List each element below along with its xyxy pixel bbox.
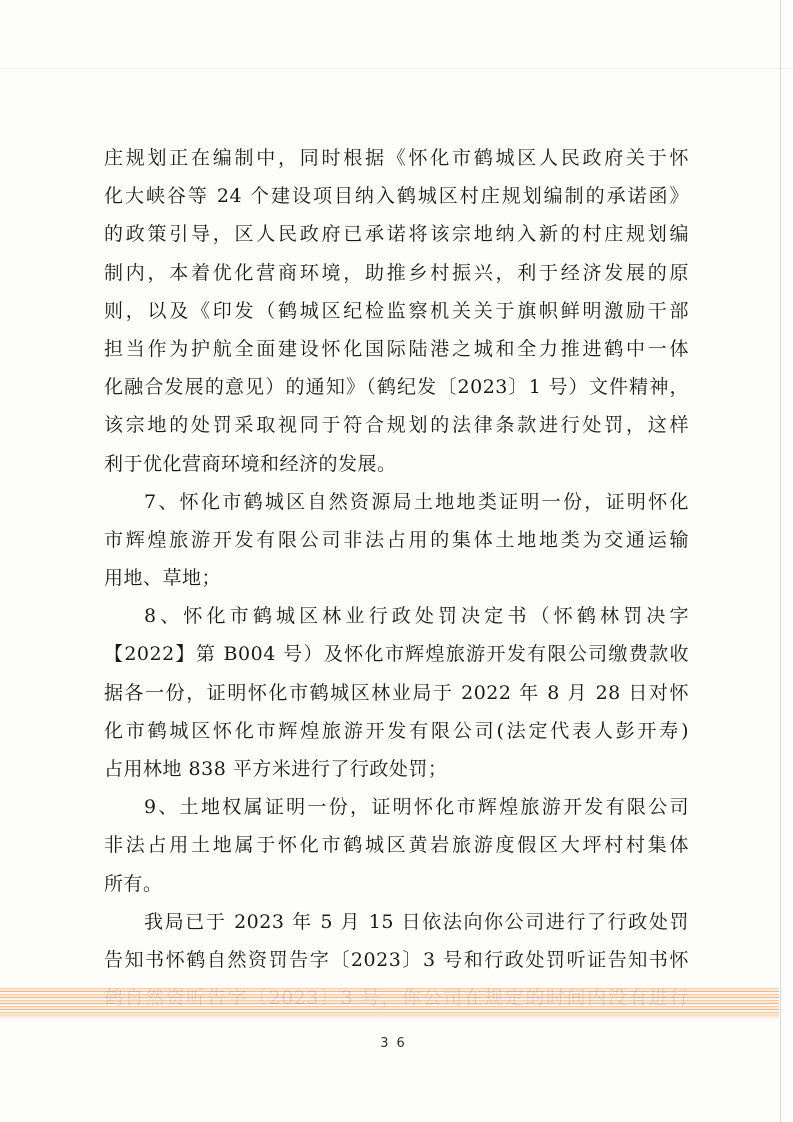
decorative-stripe-fade [0,1014,779,1020]
text-line: 7、怀化市鹤城区自然资源局土地地类证明一份，证明怀化 [144,490,689,513]
text-line: 化市鹤城区怀化市辉煌旅游开发有限公司(法定代表人彭开寿) [104,719,689,742]
text-line: 【2022】第 B004 号）及怀化市辉煌旅游开发有限公司缴费款收 [104,643,689,666]
decorative-stripe-band [0,988,779,1014]
page-number: 36 [380,1036,413,1051]
text-line: 所有。 [104,872,163,895]
text-line: 担当作为护航全面建设怀化国际陆港之城和全力推进鹤中一体 [104,337,689,360]
text-line: 该宗地的处罚采取视同于符合规划的法律条款进行处罚，这样 [104,414,689,437]
body-text [104,139,689,1017]
text-line: 的政策引导，区人民政府已承诺将该宗地纳入新的村庄规划编 [104,223,689,246]
text-line: 我局已于 2023 年 5 月 15 日依法向你公司进行了行政处罚 [144,910,689,933]
text-line: 化大峡谷等 24 个建设项目纳入鹤城区村庄规划编制的承诺函》 [104,185,689,208]
text-line: 市辉煌旅游开发有限公司非法占用的集体土地地类为交通运输 [104,528,689,551]
text-line: 占用林地 838 平方米进行了行政处罚； [104,758,448,780]
text-line: 化融合发展的意见）的通知》（鹤纪发〔2023〕1 号）文件精神， [104,376,689,399]
text-line: 9、土地权属证明一份，证明怀化市辉煌旅游开发有限公司 [144,796,689,819]
text-line: 庄规划正在编制中，同时根据《怀化市鹤城区人民政府关于怀 [104,147,689,169]
text-line: 制内，本着优化营商环境，助推乡村振兴，利于经济发展的原 [104,261,689,284]
text-line: 则，以及《印发（鹤城区纪检监察机关关于旗帜鲜明激励干部 [104,299,689,322]
text-line: 利于优化营商环境和经济的发展。 [104,452,397,475]
page-edge [780,0,781,1122]
top-divider [0,68,793,69]
text-line: 用地、草地； [104,567,222,590]
text-line: 非法占用土地属于怀化市鹤城区黄岩旅游度假区大坪村村集体 [104,834,689,857]
text-line: 告知书怀鹤自然资罚告字〔2023〕3 号和行政处罚听证告知书怀 [104,948,689,971]
text-line: 8、怀化市鹤城区林业行政处罚决定书（怀鹤林罚决字 [144,605,689,628]
text-line: 据各一份，证明怀化市鹤城区林业局于 2022 年 8 月 28 日对怀 [104,681,689,704]
